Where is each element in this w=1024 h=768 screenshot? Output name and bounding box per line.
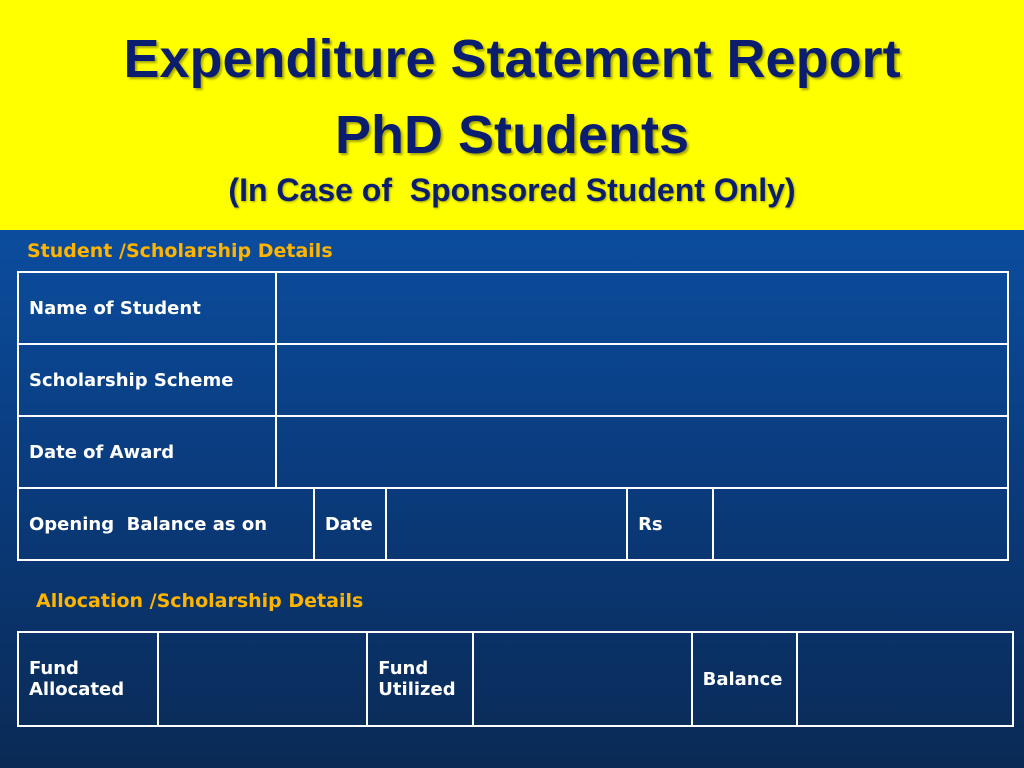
date-field[interactable] xyxy=(386,488,627,560)
name-of-student-label: Name of Student xyxy=(18,272,276,344)
balance-field[interactable] xyxy=(797,632,1013,726)
fund-utilized-field[interactable] xyxy=(473,632,691,726)
date-of-award-label: Date of Award xyxy=(18,416,276,488)
rs-field[interactable] xyxy=(713,488,1008,560)
scholarship-scheme-field[interactable] xyxy=(276,344,1008,416)
title-band xyxy=(0,0,1024,230)
fund-utilized-label: Fund Utilized xyxy=(367,632,473,726)
allocation-details-table xyxy=(17,631,1014,727)
scholarship-scheme-label: Scholarship Scheme xyxy=(18,344,276,416)
fund-allocated-field[interactable] xyxy=(158,632,367,726)
page-title: Expenditure Statement Report xyxy=(123,29,901,89)
table-row xyxy=(18,632,1013,726)
opening-balance-label: Opening Balance as on xyxy=(18,488,314,560)
date-of-award-field[interactable] xyxy=(276,416,1008,488)
student-details-table xyxy=(17,271,1009,561)
page-title-line2: PhD Students xyxy=(334,105,689,165)
rs-label: Rs xyxy=(627,488,713,560)
page-subtitle: (In Case of Sponsored Student Only) xyxy=(228,172,796,208)
table-row xyxy=(18,488,1008,560)
table-row xyxy=(18,272,1008,344)
date-label: Date xyxy=(314,488,386,560)
name-of-student-field[interactable] xyxy=(276,272,1008,344)
table-row xyxy=(18,344,1008,416)
student-section-heading: Student /Scholarship Details xyxy=(27,240,333,262)
allocation-section-heading: Allocation /Scholarship Details xyxy=(36,590,364,612)
fund-allocated-label: Fund Allocated xyxy=(18,632,158,726)
table-row xyxy=(18,416,1008,488)
balance-label: Balance xyxy=(692,632,797,726)
